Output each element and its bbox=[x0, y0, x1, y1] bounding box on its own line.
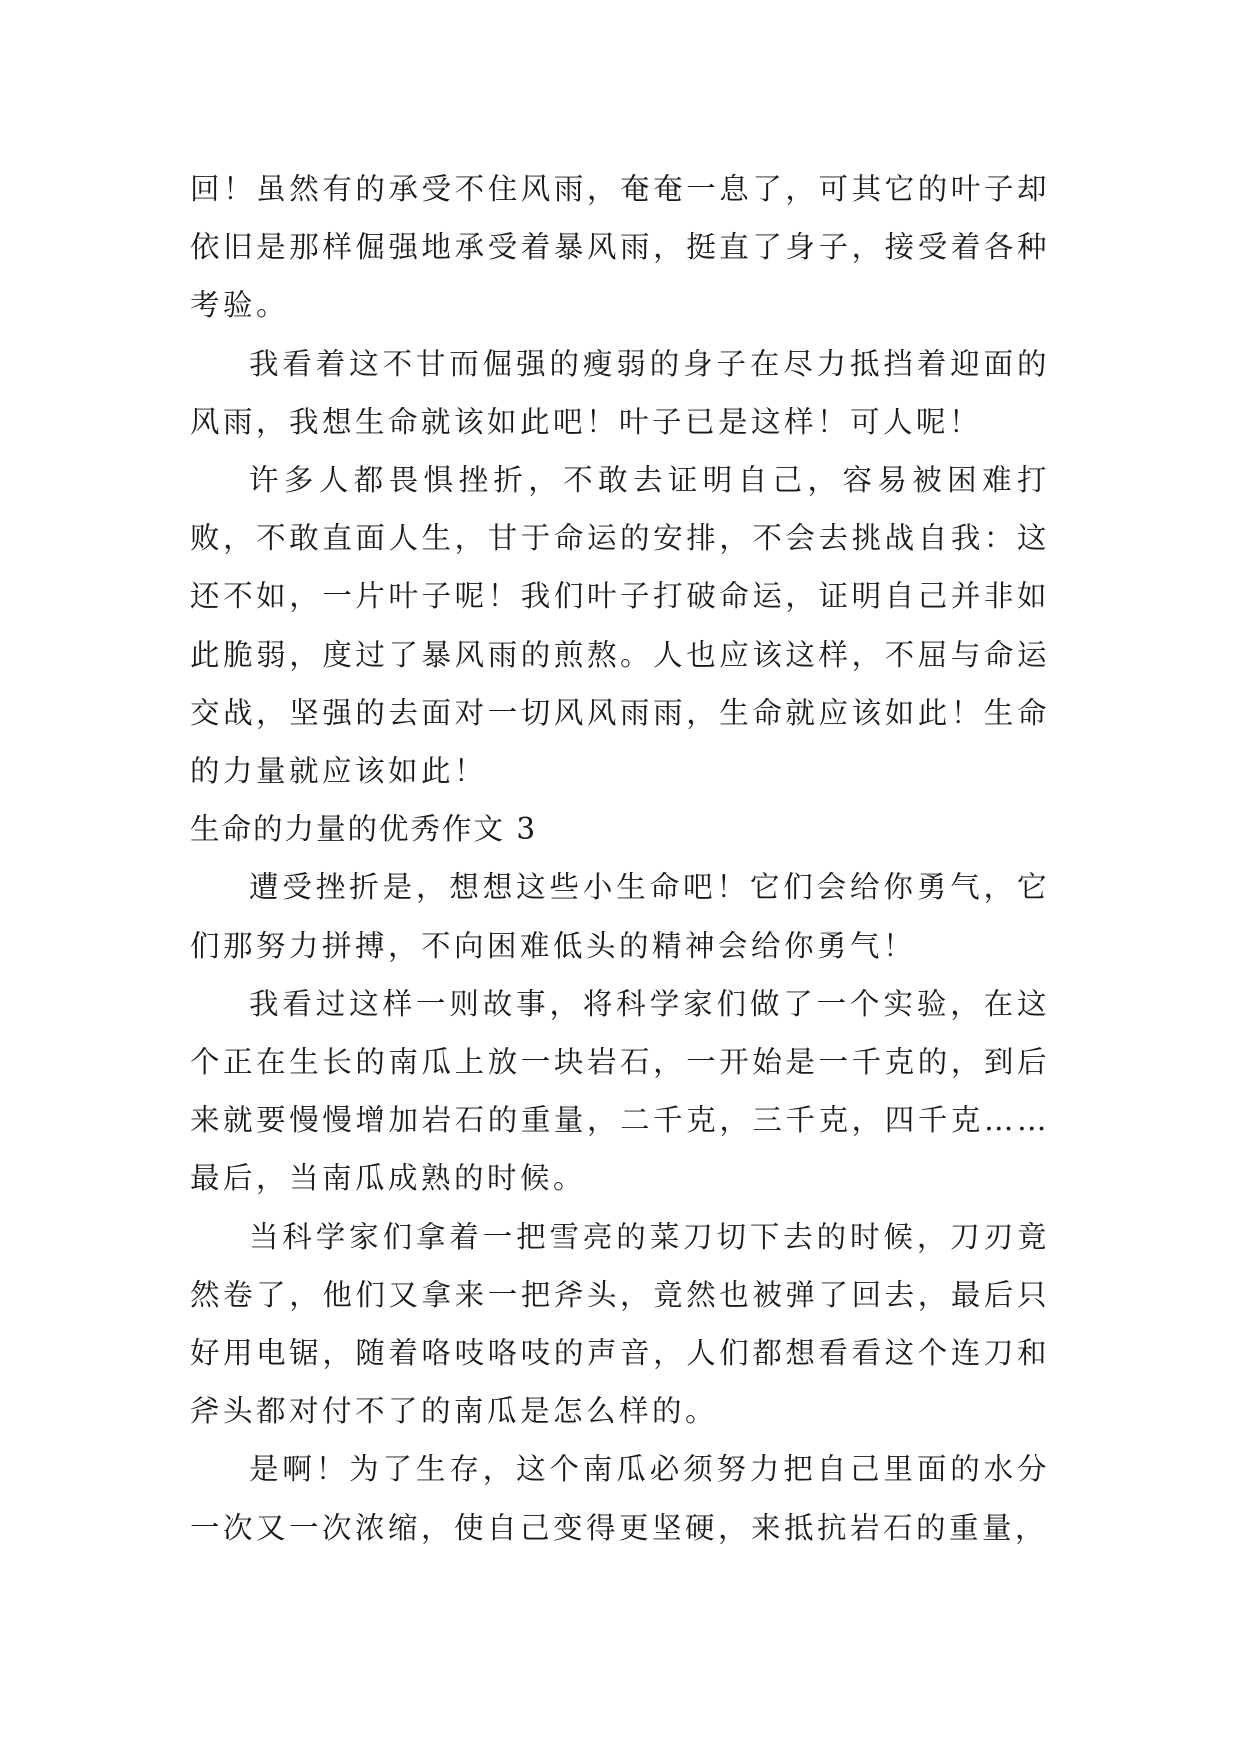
paragraph: 许多人都畏惧挫折，不敢去证明自己，容易被困难打败，不敢直面人生，甘于命运的安排，不会去挑战自我：这还不如，一片叶子呢！我们叶子打破命运，证明自己并非如此脆弱，度过了暴风雨的煎熬。人也应该这样，不屈与命运交战，坚强的去面对一切风风雨雨，生命就应该如此！生命的力量就应该如此！ bbox=[190, 463, 1050, 789]
paragraph: 当科学家们拿着一把雪亮的菜刀切下去的时候，刀刃竟然卷了，他们又拿来一把斧头，竟然也被弹了回去，最后只好用电锯，随着咯吱咯吱的声音，人们都想看看这个连刀和斧头都对付不了的南瓜是怎么样的。 bbox=[190, 1219, 1050, 1429]
paragraph-continued: 回！虽然有的承受不住风雨，奄奄一息了，可其它的叶子却依旧是那样倔强地承受着暴风雨，挺直了身子，接受着各种考验。 bbox=[190, 172, 1050, 323]
paragraph: 我看过这样一则故事，将科学家们做了一个实验，在这个正在生长的南瓜上放一块岩石，一开始是一千克的，到后来就要慢慢增加岩石的重量，二千克，三千克，四千克……最后，当南瓜成熟的时候。 bbox=[190, 986, 1050, 1196]
document-body bbox=[190, 160, 1050, 1557]
section-title: 生命的力量的优秀作文 3 bbox=[190, 812, 538, 847]
paragraph: 是啊！为了生存，这个南瓜必须努力把自己里面的水分一次又一次浓缩，使自己变得更坚硬，来抵抗岩石的重量， bbox=[190, 1452, 1050, 1545]
paragraph: 我看着这不甘而倔强的瘦弱的身子在尽力抵挡着迎面的风雨，我想生命就该如此吧！叶子已是这样！可人呢！ bbox=[190, 346, 1050, 439]
paragraph: 遭受挫折是，想想这些小生命吧！它们会给你勇气，它们那努力拼搏，不向困难低头的精神会给你勇气！ bbox=[190, 870, 1050, 963]
